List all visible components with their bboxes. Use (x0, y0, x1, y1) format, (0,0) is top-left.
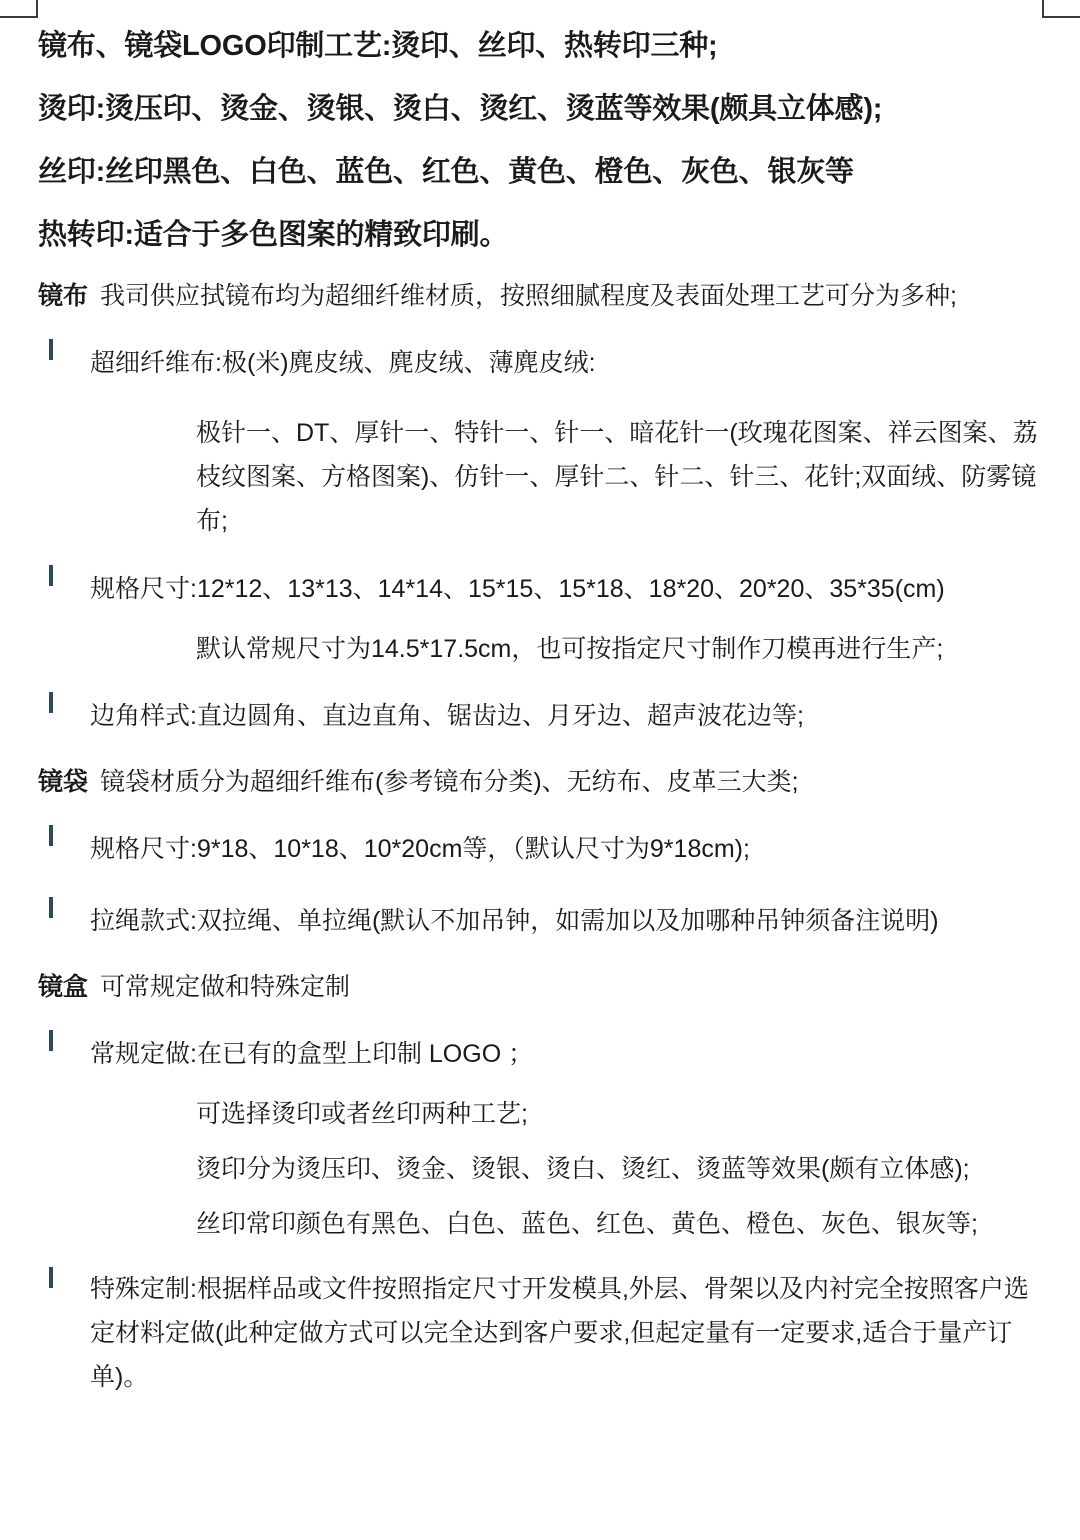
bullet-cloth-fiber-label: 超细纤维布:极(米)麂皮绒、麂皮绒、薄麂皮绒: (90, 349, 596, 377)
body-block (0, 284, 1080, 1399)
diamond-bullet-icon (42, 1032, 86, 1076)
crop-mark-top-right-icon (1042, 0, 1080, 18)
section-intro-bag: 镜袋材质分为超细纤维布(参考镜布分类)、无纺布、皮革三大类; (100, 768, 799, 796)
bullet-box-standard-label: 常规定做:在已有的盒型上印制 LOGO ； (90, 1040, 534, 1068)
diamond-bullet-icon (42, 694, 86, 738)
bullet-bag-rope (36, 897, 1044, 945)
bullet-cloth-size-label: 规格尺寸:12*12、13*13、14*14、15*15、15*18、18*20、20*20、35*35(cm) (90, 575, 945, 603)
bullet-box-standard (36, 1030, 1044, 1078)
bullet-bag-size (36, 825, 1044, 873)
bullet-box-custom (36, 1267, 1044, 1399)
diamond-bullet-icon (42, 827, 86, 871)
bullet-cloth-size (36, 565, 1044, 613)
box-standard-note-2: 烫印分为烫压印、烫金、烫银、烫白、烫红、烫蓝等效果(颇有立体感); (196, 1155, 970, 1183)
diamond-bullet-icon (42, 567, 86, 611)
section-intro-cloth: 我司供应拭镜布均为超细纤维材质，按照细腻程度及表面处理工艺可分为多种; (100, 282, 957, 310)
box-standard-note-1: 可选择烫印或者丝印两种工艺; (196, 1100, 528, 1128)
diamond-bullet-icon (42, 341, 86, 385)
heading-silk-screen: 丝印:丝印黑色、白色、蓝色、红色、黄色、橙色、灰色、银灰等 (38, 156, 854, 188)
cloth-size-note: 默认常规尺寸为14.5*17.5cm，也可按指定尺寸制作刀模再进行生产; (196, 635, 944, 663)
section-intro-box: 可常规定做和特殊定制 (100, 973, 351, 1001)
section-label-box: 镜盒 (38, 973, 89, 1001)
section-header-bag (36, 770, 1044, 795)
headings-block (0, 0, 1080, 250)
heading-hot-stamping: 烫印:烫压印、烫金、烫银、烫白、烫红、烫蓝等效果(颇具立体感); (38, 93, 883, 125)
bullet-box-custom-label: 特殊定制:根据样品或文件按照指定尺寸开发模具,外层、骨架以及内衬完全按照客户选定材料定做(此种定做方式可以完全达到客户要求,但起定量有一定要求,适合于量产订单)。 (90, 1275, 1029, 1391)
cloth-fiber-detail: 极针一、DT、厚针一、特针一、针一、暗花针一(玫瑰花图案、祥云图案、荔枝纹图案、方格图案)、仿针一、厚针二、针二、针三、花针;双面绒、防雾镜布; (196, 419, 1038, 535)
section-header-box (36, 975, 1044, 1000)
bullet-bag-rope-label: 拉绳款式:双拉绳、单拉绳(默认不加吊钟，如需加以及加哪种吊钟须备注说明) (90, 907, 939, 935)
heading-print-process: 镜布、镜袋LOGO印制工艺:烫印、丝印、热转印三种; (38, 30, 718, 62)
section-label-bag: 镜袋 (38, 768, 89, 796)
bullet-cloth-fiber (36, 339, 1044, 387)
bullet-cloth-edge (36, 692, 1044, 740)
bullet-cloth-edge-label: 边角样式:直边圆角、直边直角、锯齿边、月牙边、超声波花边等; (90, 702, 804, 730)
bullet-bag-size-label: 规格尺寸:9*18、10*18、10*20cm等，（默认尺寸为9*18cm); (90, 835, 750, 863)
crop-mark-top-left-icon (0, 0, 38, 18)
section-header-cloth (36, 284, 1044, 309)
section-label-cloth: 镜布 (38, 282, 89, 310)
heading-heat-transfer: 热转印:适合于多色图案的精致印刷。 (38, 219, 509, 251)
box-standard-note-3: 丝印常印颜色有黑色、白色、蓝色、红色、黄色、橙色、灰色、银灰等; (196, 1210, 978, 1238)
diamond-bullet-icon (42, 1269, 86, 1313)
diamond-bullet-icon (42, 899, 86, 943)
